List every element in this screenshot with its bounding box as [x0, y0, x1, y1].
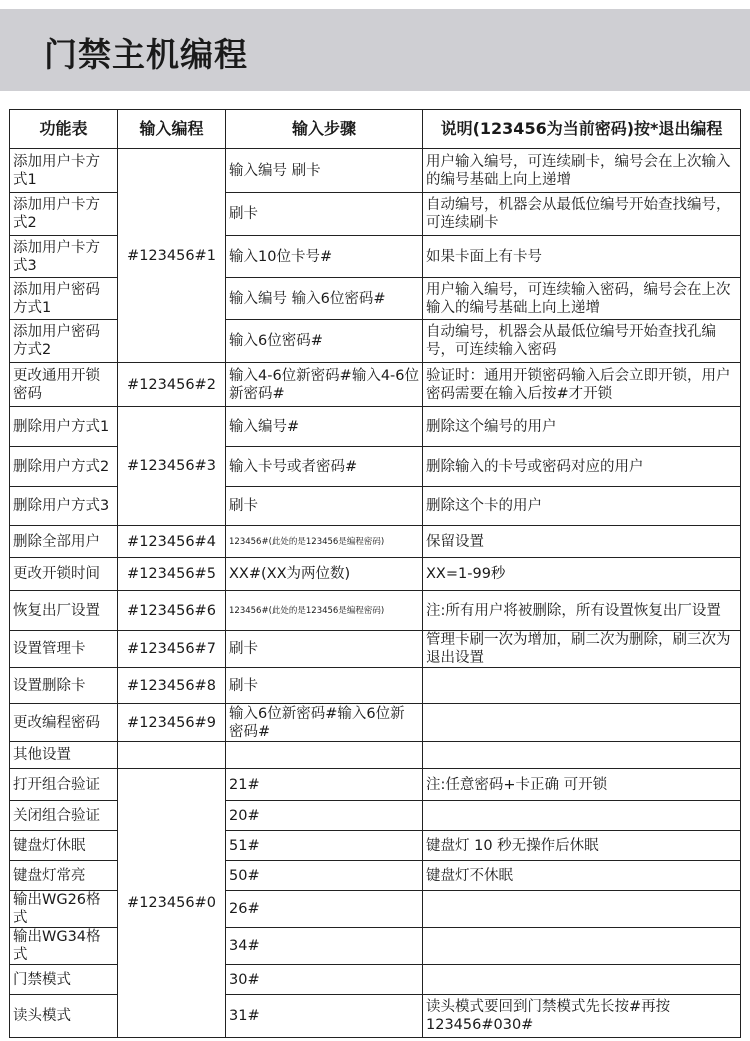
- table-row: [10, 363, 741, 407]
- function-cell: 删除用户方式3: [10, 487, 118, 526]
- code-cell: #123456#1: [118, 149, 226, 363]
- function-cell: 添加用户卡方式3: [10, 236, 118, 278]
- note-cell: 读头模式要回到门禁模式先长按#再按123456#030#: [423, 995, 741, 1038]
- function-cell: 删除用户方式2: [10, 447, 118, 487]
- code-cell: #123456#8: [118, 668, 226, 704]
- note-cell: [423, 928, 741, 965]
- note-cell: 验证时：通用开锁密码输入后会立即开锁，用户密码需要在输入后按#才开锁: [423, 363, 741, 407]
- step-cell: 输入编号 刷卡: [226, 149, 423, 193]
- step-cell: 刷卡: [226, 193, 423, 236]
- code-cell: #123456#9: [118, 704, 226, 742]
- function-cell: 更改编程密码: [10, 704, 118, 742]
- step-cell: 输入6位密码#: [226, 320, 423, 363]
- function-cell: 设置管理卡: [10, 631, 118, 668]
- note-cell: 注:任意密码+卡正确 可开锁: [423, 769, 741, 801]
- table-row: [10, 558, 741, 591]
- step-cell: 50#: [226, 861, 423, 891]
- table-row: [10, 149, 741, 193]
- function-cell: 添加用户卡方式2: [10, 193, 118, 236]
- table-row: [10, 668, 741, 704]
- note-cell: 自动编号，机器会从最低位编号开始查找编号，可连续刷卡: [423, 193, 741, 236]
- table-row: [10, 704, 741, 742]
- programming-table: [9, 109, 741, 1038]
- note-cell: [423, 801, 741, 831]
- function-cell: 设置删除卡: [10, 668, 118, 704]
- note-cell: [423, 668, 741, 704]
- note-cell: 如果卡面上有卡号: [423, 236, 741, 278]
- note-cell: 删除这个卡的用户: [423, 487, 741, 526]
- step-cell: 123456#(此处的是123456是编程密码): [226, 526, 423, 558]
- function-cell: 关闭组合验证: [10, 801, 118, 831]
- note-cell: 用户输入编号，可连续输入密码，编号会在上次输入的编号基础上向上递增: [423, 278, 741, 320]
- function-cell: 添加用户卡方式1: [10, 149, 118, 193]
- note-cell: 键盘灯不休眠: [423, 861, 741, 891]
- function-cell: 更改通用开锁密码: [10, 363, 118, 407]
- note-cell: 自动编号，机器会从最低位编号开始查找孔编号，可连续输入密码: [423, 320, 741, 363]
- note-cell: [423, 891, 741, 928]
- note-cell: 注:所有用户将被删除，所有设置恢复出厂设置: [423, 591, 741, 631]
- column-header-function: 功能表: [10, 110, 118, 149]
- step-cell: 输入编号 输入6位密码#: [226, 278, 423, 320]
- table-row: [10, 407, 741, 447]
- note-cell: 删除输入的卡号或密码对应的用户: [423, 447, 741, 487]
- step-cell: 输入编号#: [226, 407, 423, 447]
- column-header-input-code: 输入编程: [118, 110, 226, 149]
- step-cell: 输入卡号或者密码#: [226, 447, 423, 487]
- function-cell: 读头模式: [10, 995, 118, 1038]
- note-cell: [423, 704, 741, 742]
- step-cell: 20#: [226, 801, 423, 831]
- step-cell: 输入10位卡号#: [226, 236, 423, 278]
- step-cell: 31#: [226, 995, 423, 1038]
- step-cell: 刷卡: [226, 487, 423, 526]
- code-cell: [118, 742, 226, 769]
- table-row: [10, 591, 741, 631]
- column-header-description: 说明(123456为当前密码)按*退出编程: [423, 110, 741, 149]
- note-cell: [423, 965, 741, 995]
- title-banner: [0, 9, 750, 91]
- step-cell: 30#: [226, 965, 423, 995]
- step-cell: 刷卡: [226, 631, 423, 668]
- function-cell: 删除全部用户: [10, 526, 118, 558]
- step-cell: [226, 742, 423, 769]
- function-cell: 更改开锁时间: [10, 558, 118, 591]
- note-cell: 管理卡刷一次为增加，刷二次为删除，刷三次为退出设置: [423, 631, 741, 668]
- step-cell: 输入4-6位新密码#输入4-6位新密码#: [226, 363, 423, 407]
- function-cell: 添加用户密码方式2: [10, 320, 118, 363]
- function-cell: 门禁模式: [10, 965, 118, 995]
- note-cell: [423, 742, 741, 769]
- code-cell: #123456#0: [118, 769, 226, 1038]
- code-cell: #123456#7: [118, 631, 226, 668]
- step-cell: 输入6位新密码#输入6位新密码#: [226, 704, 423, 742]
- function-cell: 其他设置: [10, 742, 118, 769]
- function-cell: 键盘灯常亮: [10, 861, 118, 891]
- code-cell: #123456#4: [118, 526, 226, 558]
- function-cell: 恢复出厂设置: [10, 591, 118, 631]
- step-cell: 21#: [226, 769, 423, 801]
- function-cell: 输出WG34格式: [10, 928, 118, 965]
- table-header-row: [10, 110, 741, 149]
- step-cell: 刷卡: [226, 668, 423, 704]
- code-cell: #123456#3: [118, 407, 226, 526]
- step-cell: 123456#(此处的是123456是编程密码): [226, 591, 423, 631]
- step-cell: 26#: [226, 891, 423, 928]
- column-header-steps: 输入步骤: [226, 110, 423, 149]
- note-cell: XX=1-99秒: [423, 558, 741, 591]
- code-cell: #123456#5: [118, 558, 226, 591]
- note-cell: 保留设置: [423, 526, 741, 558]
- step-cell: XX#(XX为两位数): [226, 558, 423, 591]
- table-row: [10, 631, 741, 668]
- step-cell: 34#: [226, 928, 423, 965]
- note-cell: 键盘灯 10 秒无操作后休眠: [423, 831, 741, 861]
- page-title: 门禁主机编程: [44, 35, 248, 74]
- function-cell: 键盘灯休眠: [10, 831, 118, 861]
- function-cell: 打开组合验证: [10, 769, 118, 801]
- table-row: [10, 769, 741, 801]
- code-cell: #123456#2: [118, 363, 226, 407]
- function-cell: 输出WG26格式: [10, 891, 118, 928]
- step-cell: 51#: [226, 831, 423, 861]
- table-row: [10, 742, 741, 769]
- code-cell: #123456#6: [118, 591, 226, 631]
- function-cell: 删除用户方式1: [10, 407, 118, 447]
- note-cell: 删除这个编号的用户: [423, 407, 741, 447]
- function-cell: 添加用户密码方式1: [10, 278, 118, 320]
- note-cell: 用户输入编号，可连续刷卡，编号会在上次输入的编号基础上向上递增: [423, 149, 741, 193]
- table-row: [10, 526, 741, 558]
